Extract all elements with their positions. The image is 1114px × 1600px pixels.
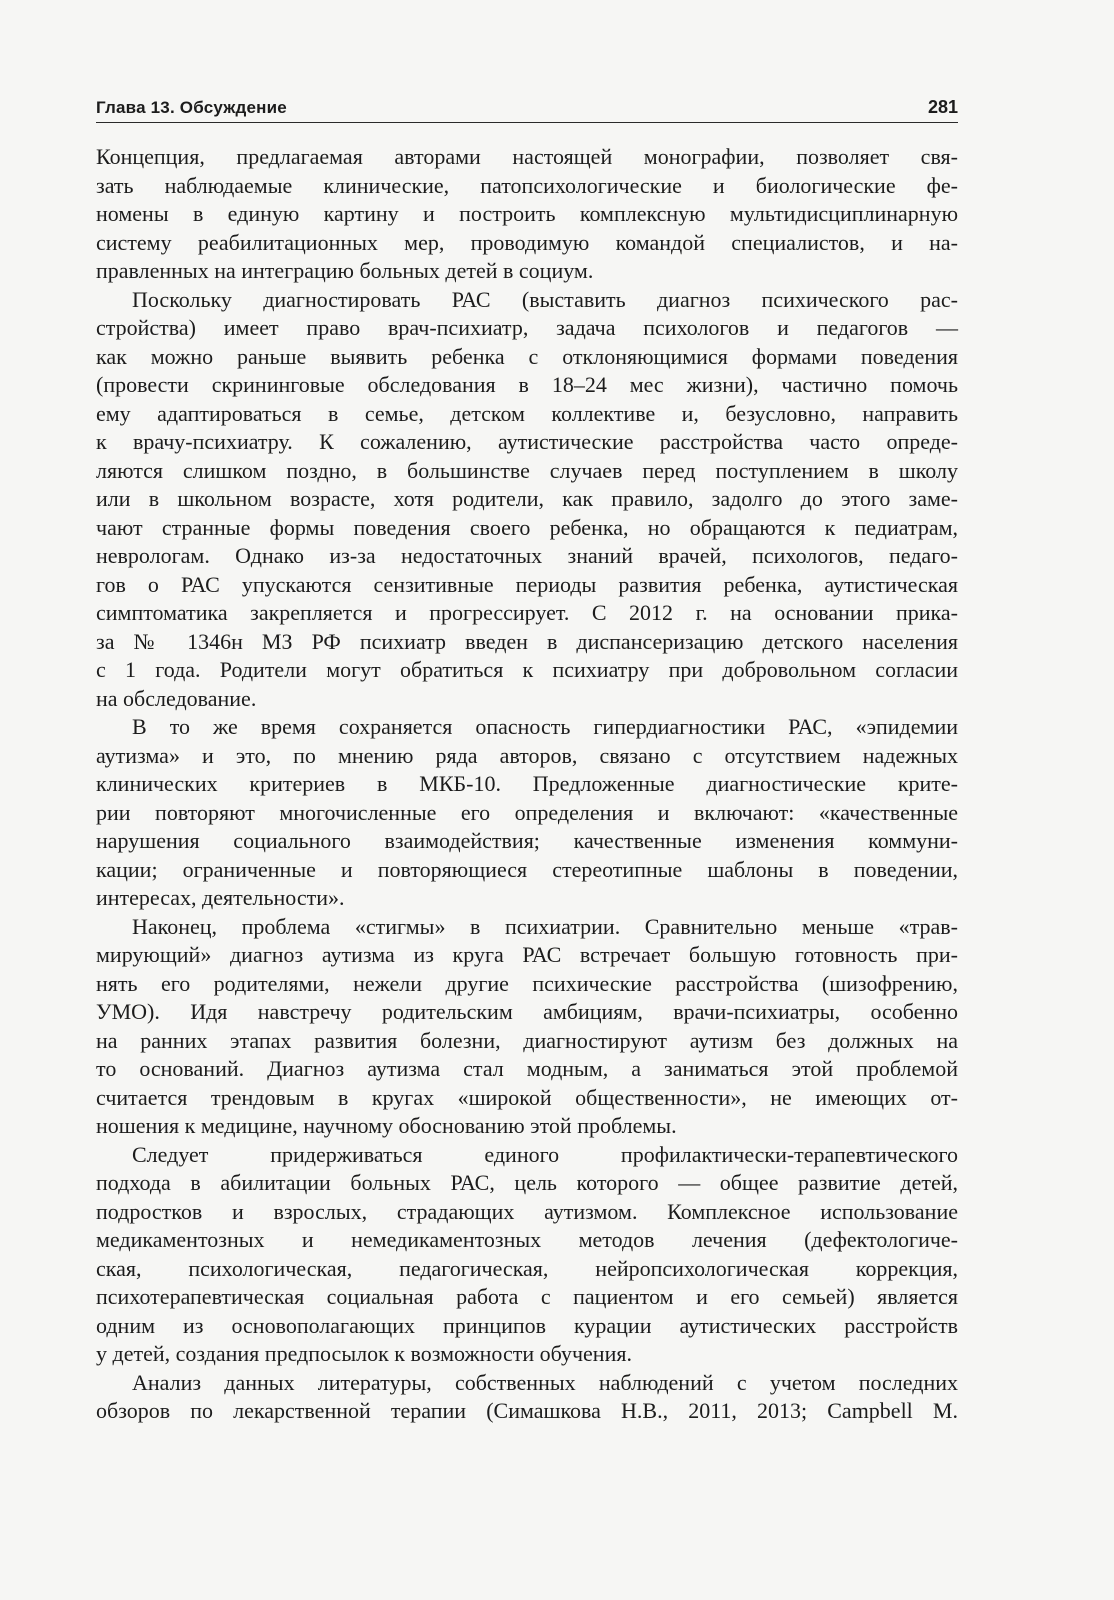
- text-line: рии повторяют многочисленные его определения и включают: «качественные: [96, 799, 958, 825]
- text-line: Наконец, проблема «стигмы» в психиатрии. Сравнительно меньше «трав-: [132, 913, 958, 939]
- text-line: мирующий» диагноз аутизма из круга РАС встречает большую готовность при-: [96, 942, 958, 967]
- text-line: на обследование.: [96, 685, 257, 711]
- running-header: [96, 92, 958, 123]
- text-line: номены в единую картину и построить комплексную мультидисциплинарную: [96, 201, 958, 226]
- paragraph: [96, 286, 958, 714]
- text-line: нарушения социального взаимодействия; качественные изменения коммуни-: [96, 828, 958, 853]
- text-line: Следует придерживаться единого профилактически-терапевтического: [132, 1141, 958, 1167]
- text-line: обзоров по лекарственной терапии (Симашкова Н.В., 2011, 2013; Campbell M.: [96, 1398, 958, 1423]
- text-line: зать наблюдаемые клинические, патопсихологические и биологические фе-: [96, 172, 958, 198]
- text-line: (провести скрининговые обследования в 18–24 мес жизни), частично помочь: [96, 372, 958, 397]
- text-line: ляются слишком поздно, в большинстве случаев перед поступлением в школу: [96, 457, 958, 483]
- text-line: подхода в абилитации больных РАС, цель которого — общее развитие детей,: [96, 1170, 958, 1195]
- text-line: интересах, деятельности».: [96, 885, 345, 910]
- text-line: как можно раньше выявить ребенка с отклоняющимися формами поведения: [96, 343, 958, 369]
- text-line: гов о РАС упускаются сензитивные периоды развития ребенка, аутистическая: [96, 571, 958, 597]
- text-line: симптоматика закрепляется и прогрессирует. С 2012 г. на основании прика-: [96, 600, 958, 625]
- text-line: В то же время сохраняется опасность гипердиагностики РАС, «эпидемии: [132, 714, 958, 739]
- paragraph: [96, 1369, 958, 1426]
- text-line: с 1 года. Родители могут обратиться к психиатру при добровольном согласии: [96, 657, 958, 682]
- text-line: кации; ограниченные и повторяющиеся стереотипные шаблоны в поведении,: [96, 856, 958, 882]
- paragraph: [96, 1141, 958, 1369]
- book-page: [96, 92, 958, 1426]
- text-line: считается трендовым в кругах «широкой общественности», не имеющих от-: [96, 1084, 958, 1110]
- text-line: стройства) имеет право врач-психиатр, задача психологов и педагогов —: [96, 315, 958, 340]
- paragraph: [96, 913, 958, 1141]
- text-line: психотерапевтическая социальная работа с пациентом и его семьей) является: [96, 1284, 958, 1309]
- text-line: аутизма» и это, по мнению ряда авторов, связано с отсутствием надежных: [96, 742, 958, 768]
- text-line: медикаментозных и немедикаментозных методов лечения (дефектологиче-: [96, 1227, 958, 1252]
- text-line: ская, психологическая, педагогическая, нейропсихологическая коррекция,: [96, 1255, 958, 1281]
- page-number: 281: [927, 97, 958, 117]
- chapter-title: Глава 13. Обсуждение: [96, 98, 287, 117]
- text-line: ношения к медицине, научному обоснованию этой проблемы.: [96, 1113, 677, 1138]
- text-line: подростков и взрослых, страдающих аутизмом. Комплексное использование: [96, 1198, 958, 1224]
- paragraph: [96, 713, 958, 913]
- text-line: нять его родителями, нежели другие психические расстройства (шизофрению,: [96, 970, 958, 996]
- text-line: Поскольку диагностировать РАС (выставить диагноз психического рас-: [132, 286, 958, 312]
- text-line: то оснований. Диагноз аутизма стал модным, а заниматься этой проблемой: [96, 1056, 958, 1081]
- text-line: Анализ данных литературы, собственных наблюдений с учетом последних: [132, 1369, 958, 1395]
- text-line: или в школьном возрасте, хотя родители, как правило, задолго до этого заме-: [96, 486, 958, 511]
- text-line: за № 1346н МЗ РФ психиатр введен в диспансеризацию детского населения: [96, 628, 958, 654]
- text-line: правленных на интеграцию больных детей в социум.: [96, 258, 594, 283]
- text-line: Концепция, предлагаемая авторами настоящей монографии, позволяет свя-: [96, 144, 958, 169]
- text-line: к врачу-психиатру. К сожалению, аутистические расстройства часто опреде-: [96, 429, 958, 454]
- text-line: УМО). Идя навстречу родительским амбициям, врачи-психиатры, особенно: [96, 999, 958, 1024]
- text-line: ему адаптироваться в семье, детском коллективе и, безусловно, направить: [96, 400, 958, 426]
- text-line: систему реабилитационных мер, проводимую командой специалистов, и на-: [96, 229, 958, 255]
- text-line: клинических критериев в МКБ-10. Предложенные диагностические крите-: [96, 771, 958, 796]
- text-line: одним из основополагающих принципов курации аутистических расстройств: [96, 1312, 958, 1338]
- text-line: у детей, создания предпосылок к возможности обучения.: [96, 1341, 632, 1366]
- text-line: чают странные формы поведения своего ребенка, но обращаются к педиатрам,: [96, 514, 958, 540]
- body-text: [96, 143, 958, 1426]
- text-line: на ранних этапах развития болезни, диагностируют аутизм без должных на: [96, 1027, 958, 1053]
- paragraph: [96, 143, 958, 286]
- text-line: неврологам. Однако из-за недостаточных знаний врачей, психологов, педаго-: [96, 543, 958, 568]
